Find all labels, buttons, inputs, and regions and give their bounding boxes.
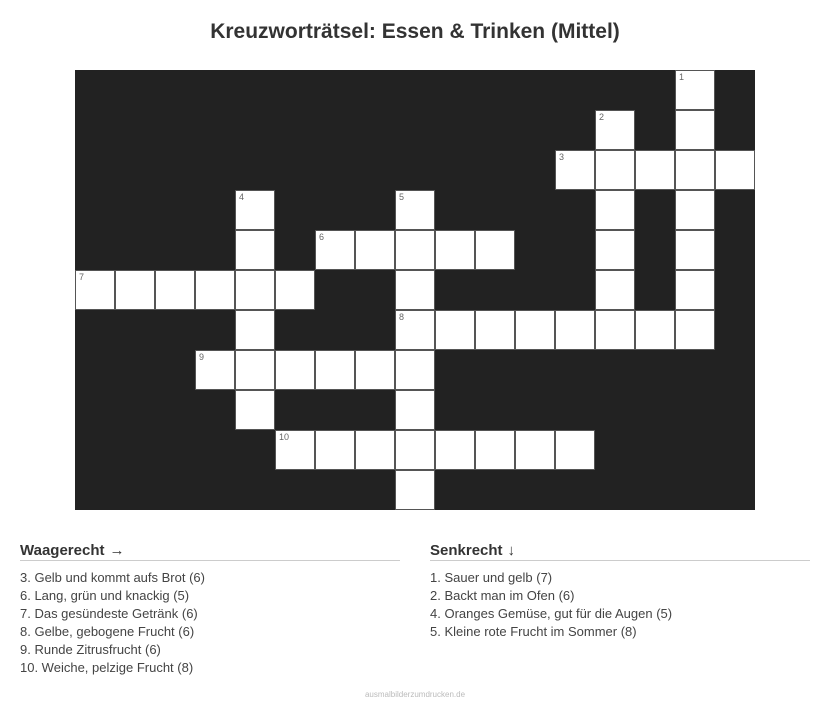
grid-cell[interactable] (195, 270, 235, 310)
clue-number: 5 (399, 192, 405, 202)
grid-cell[interactable] (675, 110, 715, 150)
across-clues-panel (20, 542, 400, 677)
clue-number: 10 (279, 432, 290, 442)
clue-number: 3 (559, 152, 565, 162)
across-clue: 10. Weiche, pelzige Frucht (8) (20, 660, 194, 675)
footer-source: ausmalbilderzumdrucken.de (364, 690, 466, 699)
grid-cell[interactable] (235, 270, 275, 310)
grid-cell[interactable] (475, 230, 515, 270)
across-clue: 3. Gelb und kommt aufs Brot (6) (20, 570, 205, 585)
grid-cell[interactable] (275, 350, 315, 390)
grid-cell[interactable] (595, 110, 635, 150)
grid-cell[interactable] (435, 230, 475, 270)
across-clue: 6. Lang, grün und knackig (5) (20, 588, 190, 603)
grid-cell[interactable] (515, 430, 555, 470)
grid-cell[interactable] (395, 390, 435, 430)
grid-cell[interactable] (315, 430, 355, 470)
grid-cell[interactable] (675, 310, 715, 350)
down-clue: 5. Kleine rote Frucht im Sommer (8) (430, 624, 637, 639)
down-clue: 1. Sauer und gelb (7) (430, 570, 553, 585)
grid-cell[interactable] (675, 190, 715, 230)
clue-number: 8 (399, 312, 405, 322)
grid-cell[interactable] (235, 350, 275, 390)
clue-number: 2 (599, 112, 605, 122)
clue-number: 7 (79, 272, 85, 282)
grid-cell[interactable] (395, 190, 435, 230)
clue-number: 1 (679, 72, 685, 82)
grid-cell[interactable] (595, 310, 635, 350)
grid-cell[interactable] (395, 230, 435, 270)
clue-number: 6 (319, 232, 325, 242)
grid-cell[interactable] (675, 150, 715, 190)
down-clue-list (430, 569, 810, 641)
grid-cell[interactable] (555, 310, 595, 350)
grid-cell[interactable] (675, 230, 715, 270)
crossword-grid (75, 70, 755, 510)
clue-number: 4 (239, 192, 245, 202)
grid-cell[interactable] (435, 430, 475, 470)
grid-cell[interactable] (675, 270, 715, 310)
grid-cell[interactable] (315, 230, 355, 270)
grid-cell[interactable] (715, 150, 755, 190)
grid-cell[interactable] (475, 310, 515, 350)
grid-cell[interactable] (595, 270, 635, 310)
grid-cell[interactable] (395, 310, 435, 350)
page-title: Kreuzworträtsel: Essen & Trinken (Mittel) (210, 20, 620, 43)
across-heading-label: Waagerecht (20, 542, 105, 559)
grid-cell[interactable] (355, 350, 395, 390)
grid-cell[interactable] (555, 150, 595, 190)
clue-number: 9 (199, 352, 205, 362)
grid-cell[interactable] (75, 270, 115, 310)
grid-cell[interactable] (595, 150, 635, 190)
grid-cell[interactable] (515, 310, 555, 350)
grid-cell[interactable] (115, 270, 155, 310)
grid-cell[interactable] (315, 350, 355, 390)
grid-cell[interactable] (635, 310, 675, 350)
grid-cell[interactable] (395, 470, 435, 510)
down-clues-panel (430, 542, 810, 641)
grid-cell[interactable] (675, 70, 715, 110)
down-clue: 2. Backt man im Ofen (6) (430, 588, 575, 603)
across-clue: 7. Das gesündeste Getränk (6) (20, 606, 198, 621)
grid-cell[interactable] (595, 190, 635, 230)
across-clue-list (20, 569, 400, 677)
grid-cell[interactable] (355, 430, 395, 470)
grid-cell[interactable] (235, 390, 275, 430)
grid-cell[interactable] (395, 270, 435, 310)
arrow-right-icon: → (109, 542, 125, 559)
grid-cell[interactable] (355, 230, 395, 270)
grid-cell[interactable] (395, 430, 435, 470)
grid-cell[interactable] (235, 310, 275, 350)
across-heading (20, 542, 400, 561)
grid-cell[interactable] (635, 150, 675, 190)
across-clue: 8. Gelbe, gebogene Frucht (6) (20, 624, 195, 639)
grid-cell[interactable] (435, 310, 475, 350)
grid-cell[interactable] (475, 430, 515, 470)
across-clue: 9. Runde Zitrusfrucht (6) (20, 642, 161, 657)
down-heading (430, 542, 810, 561)
down-heading-label: Senkrecht (430, 542, 503, 559)
grid-cell[interactable] (275, 430, 315, 470)
grid-cell[interactable] (595, 230, 635, 270)
grid-cell[interactable] (235, 190, 275, 230)
arrow-down-icon: ↓ (507, 542, 516, 559)
grid-cell[interactable] (275, 270, 315, 310)
grid-cell[interactable] (195, 350, 235, 390)
grid-cell[interactable] (155, 270, 195, 310)
grid-cell[interactable] (555, 430, 595, 470)
down-clue: 4. Oranges Gemüse, gut für die Augen (5) (430, 606, 673, 621)
grid-cell[interactable] (235, 230, 275, 270)
grid-cell[interactable] (395, 350, 435, 390)
